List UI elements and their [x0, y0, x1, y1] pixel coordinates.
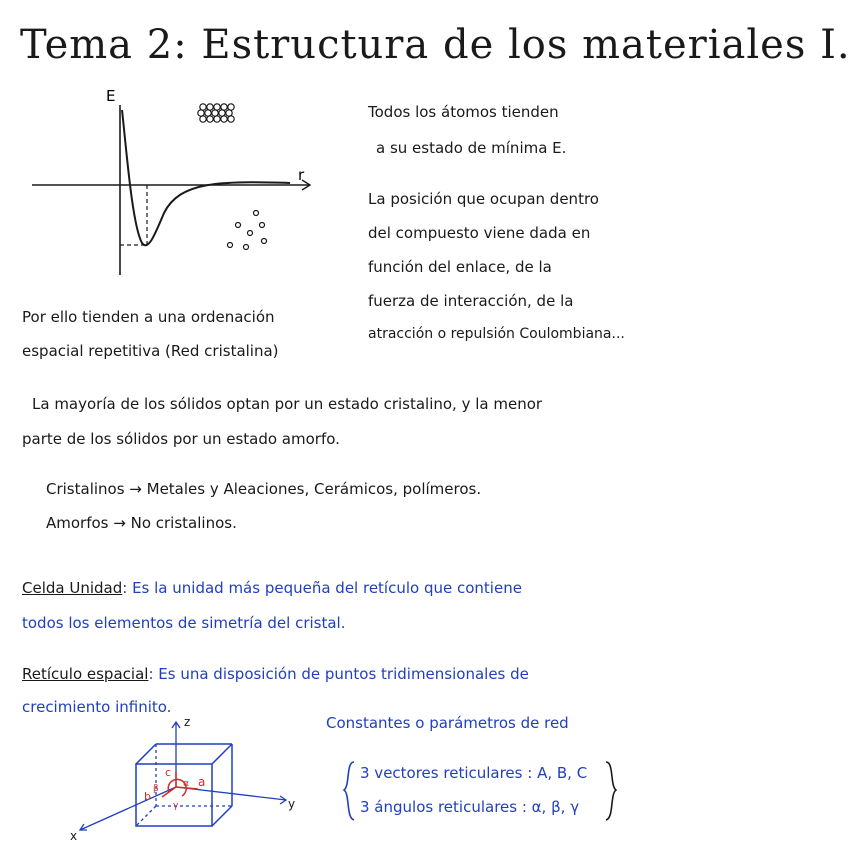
crystal-atoms-cluster [198, 104, 234, 122]
cell-axes [80, 722, 286, 830]
left-brace [344, 762, 354, 820]
edge-b-label: b [144, 790, 151, 803]
reticulo-definition: : Es una disposición de puntos tridimensionales de [148, 665, 529, 683]
intro-line-3: La posición que ocupan dentro [368, 190, 599, 208]
distance-axis-label: r [298, 166, 305, 184]
page-title: Tema 2: Estructura de los materiales I. [20, 22, 851, 68]
intro-line-4: del compuesto viene dada en [368, 224, 591, 242]
angle-gamma-label: γ [173, 801, 179, 811]
constants-vectors: 3 vectores reticulares : A, B, C [360, 764, 588, 782]
celda-unidad-block [22, 578, 522, 597]
right-brace [606, 762, 616, 820]
amorphous-atoms-cluster [228, 211, 267, 250]
constants-angles: 3 ángulos reticulares : α, β, γ [360, 798, 580, 816]
intro-line-5: función del enlace, de la [368, 258, 552, 276]
ordering-line-1: Por ello tienden a una ordenación [22, 308, 275, 326]
amorphous-line: Amorfos → No cristalinos. [46, 514, 237, 532]
edge-c-label: c [165, 766, 172, 779]
angle-beta-label: β [153, 784, 159, 794]
intro-line-7: atracción o repulsión Coulombiana... [368, 326, 625, 342]
celda-unidad-term: Celda Unidad [22, 579, 123, 597]
celda-unidad-definition: : Es la unidad más pequeña del retículo que contiene [122, 579, 522, 597]
angle-alpha-label: α [183, 779, 189, 789]
majority-line-2: parte de los sólidos por un estado amorfo. [22, 430, 340, 448]
axis-z-label: z [184, 715, 191, 729]
edge-a-label: a [198, 775, 206, 789]
intro-line-6: fuerza de interacción, de la [368, 292, 574, 310]
unit-cell-diagram [40, 712, 310, 842]
ordering-line-2: espacial repetitiva (Red cristalina) [22, 342, 279, 360]
constants-heading: Constantes o parámetros de red [326, 714, 569, 732]
reticulo-term: Retículo espacial [22, 665, 149, 683]
axis-y-label: y [288, 797, 296, 811]
celda-unidad-definition-2: todos los elementos de simetría del cristal. [22, 614, 346, 632]
axis-x-label: x [70, 829, 78, 843]
crystalline-line: Cristalinos → Metales y Aleaciones, Cerámicos, polímeros. [46, 480, 482, 498]
majority-line-1: La mayoría de los sólidos optan por un estado cristalino, y la menor [32, 395, 543, 413]
energy-curve-sketch [20, 85, 340, 285]
reticulo-definition-2: crecimiento infinito. [22, 698, 172, 716]
reticulo-block [22, 664, 529, 683]
intro-line-2: a su estado de mínima E. [376, 139, 567, 157]
energy-axis-label: E [106, 87, 116, 105]
intro-line-1: Todos los átomos tienden [368, 103, 559, 121]
